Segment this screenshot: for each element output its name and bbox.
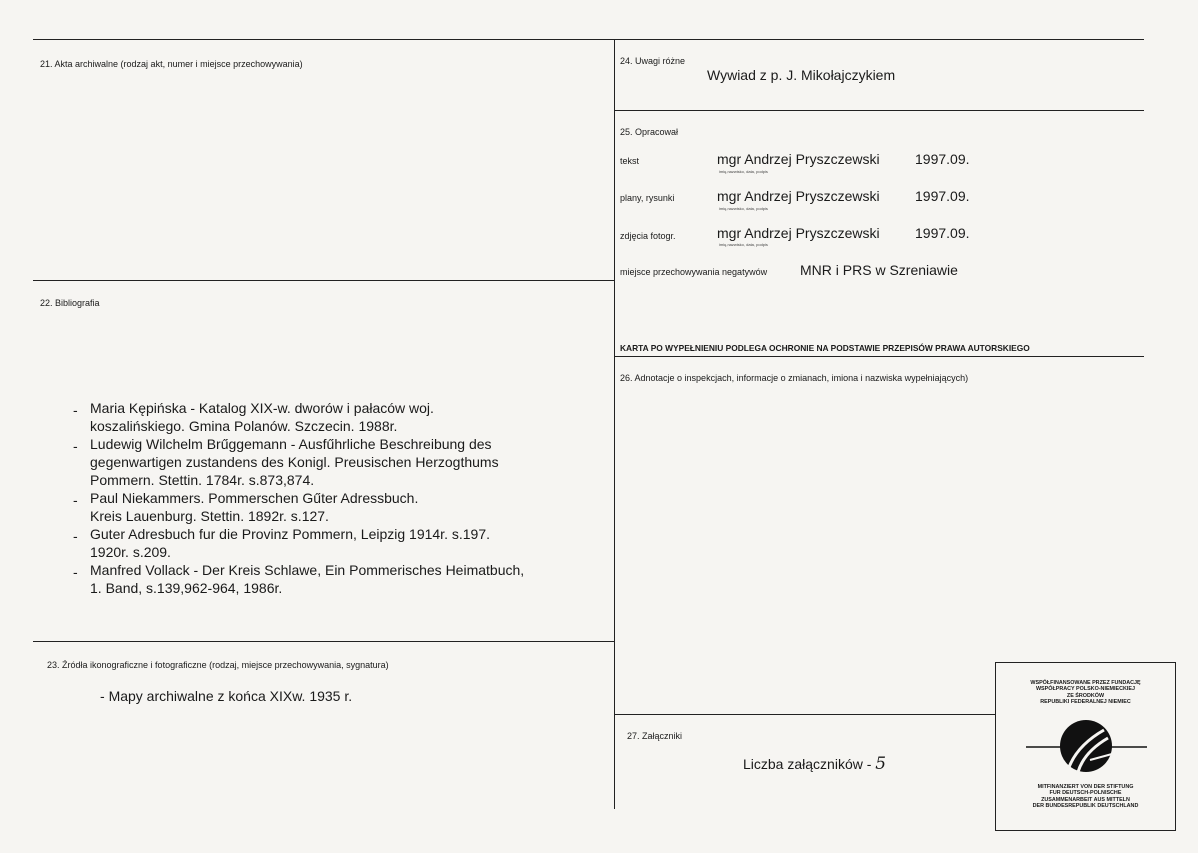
bibliography-line: - Ludewig Wilchelm Brűggemann - Ausfűhrliche Beschreibung des <box>90 436 492 452</box>
author-date-text: 1997.09. <box>915 151 970 167</box>
bibliography-item <box>73 525 593 561</box>
negatives-label: miejsce przechowywania negatywów <box>620 267 768 277</box>
bibliography-item <box>73 435 593 489</box>
foundation-emblem-icon <box>1026 716 1147 776</box>
funding-line: REPUBLIKI FEDERALNEJ NIEMIEC <box>1040 699 1131 706</box>
bibliography-line: - Manfred Vollack - Der Kreis Schlawe, Ein Pommerisches Heimatbuch, <box>90 562 525 578</box>
author-name-plans: mgr Andrzej Pryszczewski <box>717 188 880 204</box>
attachments-count: 5 <box>875 754 887 774</box>
bibliography-line: Kreis Lauenburg. Stettin. 1892r. s.127. <box>90 508 329 524</box>
author-hint-plans: imię,nazwisko, data, podpis <box>719 206 768 211</box>
author-hint-text: imię,nazwisko, data, podpis <box>719 169 768 174</box>
bibliography-item <box>73 399 593 435</box>
funding-line: ZUSAMMENARBEIT AUS MITTELN <box>1041 796 1130 803</box>
author-row-label-text: tekst <box>620 156 640 166</box>
bibliography-item <box>73 489 593 525</box>
funding-text-german <box>996 784 1175 810</box>
funding-line: MITFINANZIERT VON DER STIFTUNG <box>1037 784 1134 790</box>
bibliography-line: - Guter Adresbuch fur die Provinz Pommern, Leipzig 1914r. s.197. <box>90 526 490 542</box>
iconography-item: - Mapy archiwalne z końca XIXw. 1935 r. <box>100 688 352 704</box>
divider-copyright <box>614 356 1144 357</box>
section-26-label: 26. Adnotacje o inspekcjach, informacje o zmianach, imiona i nazwiska wypełniających) <box>620 373 969 383</box>
divider-21-22 <box>33 280 614 281</box>
author-name-text: mgr Andrzej Pryszczewski <box>717 151 880 167</box>
funding-logo-box <box>995 662 1176 831</box>
bibliography-line: koszalińskiego. Gmina Polanów. Szczecin. 1988r. <box>90 418 398 434</box>
attachments-label: Liczba załączników - <box>743 756 876 772</box>
divider-22-23 <box>33 641 614 642</box>
section-23-label: 23. Źródła ikonograficzne i fotograficzne (rodzaj, miejsce przechowywania, sygnatura) <box>47 660 389 670</box>
bibliography-line: - Paul Niekammers. Pommerschen Gűter Adressbuch. <box>90 490 419 506</box>
author-row-label-photos: zdjęcia fotogr. <box>620 231 676 241</box>
section-24-label: 24. Uwagi różne <box>620 56 686 66</box>
section-21-label: 21. Akta archiwalne (rodzaj akt, numer i miejsce przechowywania) <box>40 59 303 69</box>
bibliography-line: 1920r. s.209. <box>90 544 171 560</box>
author-date-plans: 1997.09. <box>915 188 970 204</box>
funding-line: WSPÓŁFINANSOWANE PRZEZ FUNDACJĘ <box>1030 680 1141 686</box>
negatives-value: MNR i PRS w Szreniawie <box>800 262 958 278</box>
funding-line: ZE ŚRODKÓW <box>1066 692 1105 699</box>
remarks-value: Wywiad z p. J. Mikołajczykiem <box>707 67 896 83</box>
bibliography-line: - Maria Kępińska - Katalog XIX-w. dworów i pałaców woj. <box>90 400 434 416</box>
section-22-label: 22. Bibliografia <box>40 298 100 308</box>
funding-line: FUR DEUTSCH-POLNISCHE <box>1049 790 1122 797</box>
author-name-photos: mgr Andrzej Pryszczewski <box>717 225 880 241</box>
section-27-label: 27. Załączniki <box>627 731 683 741</box>
top-rule <box>33 39 1144 40</box>
author-hint-photos: imię,nazwisko, data, podpis <box>719 242 768 247</box>
funding-line: DER BUNDESREPUBLIK DEUTSCHLAND <box>1032 803 1139 810</box>
center-divider <box>614 39 615 809</box>
bibliography-line: 1. Band, s.139,962-964, 1986r. <box>90 580 283 596</box>
bibliography-list <box>73 399 593 597</box>
author-date-photos: 1997.09. <box>915 225 970 241</box>
attachments-value <box>743 754 886 774</box>
section-25-label: 25. Opracował <box>620 127 679 137</box>
bibliography-item <box>73 561 593 597</box>
author-row-label-plans: plany, rysunki <box>620 193 675 203</box>
funding-line: WSPÓŁPRACY POLSKO-NIEMIECKIEJ <box>1035 686 1136 693</box>
bibliography-line: Pommern. Stettin. 1784r. s.873,874. <box>90 472 315 488</box>
funding-text-polish <box>996 680 1175 706</box>
divider-24-25 <box>614 110 1144 111</box>
divider-26-27 <box>614 714 995 715</box>
bibliography-line: gegenwartigen zustandens des Konigl. Preusischen Herzogthums <box>90 454 499 470</box>
copyright-notice: KARTA PO WYPEŁNIENIU PODLEGA OCHRONIE NA PODSTAWIE PRZEPISÓW PRAWA AUTORSKIEGO <box>620 343 1030 353</box>
